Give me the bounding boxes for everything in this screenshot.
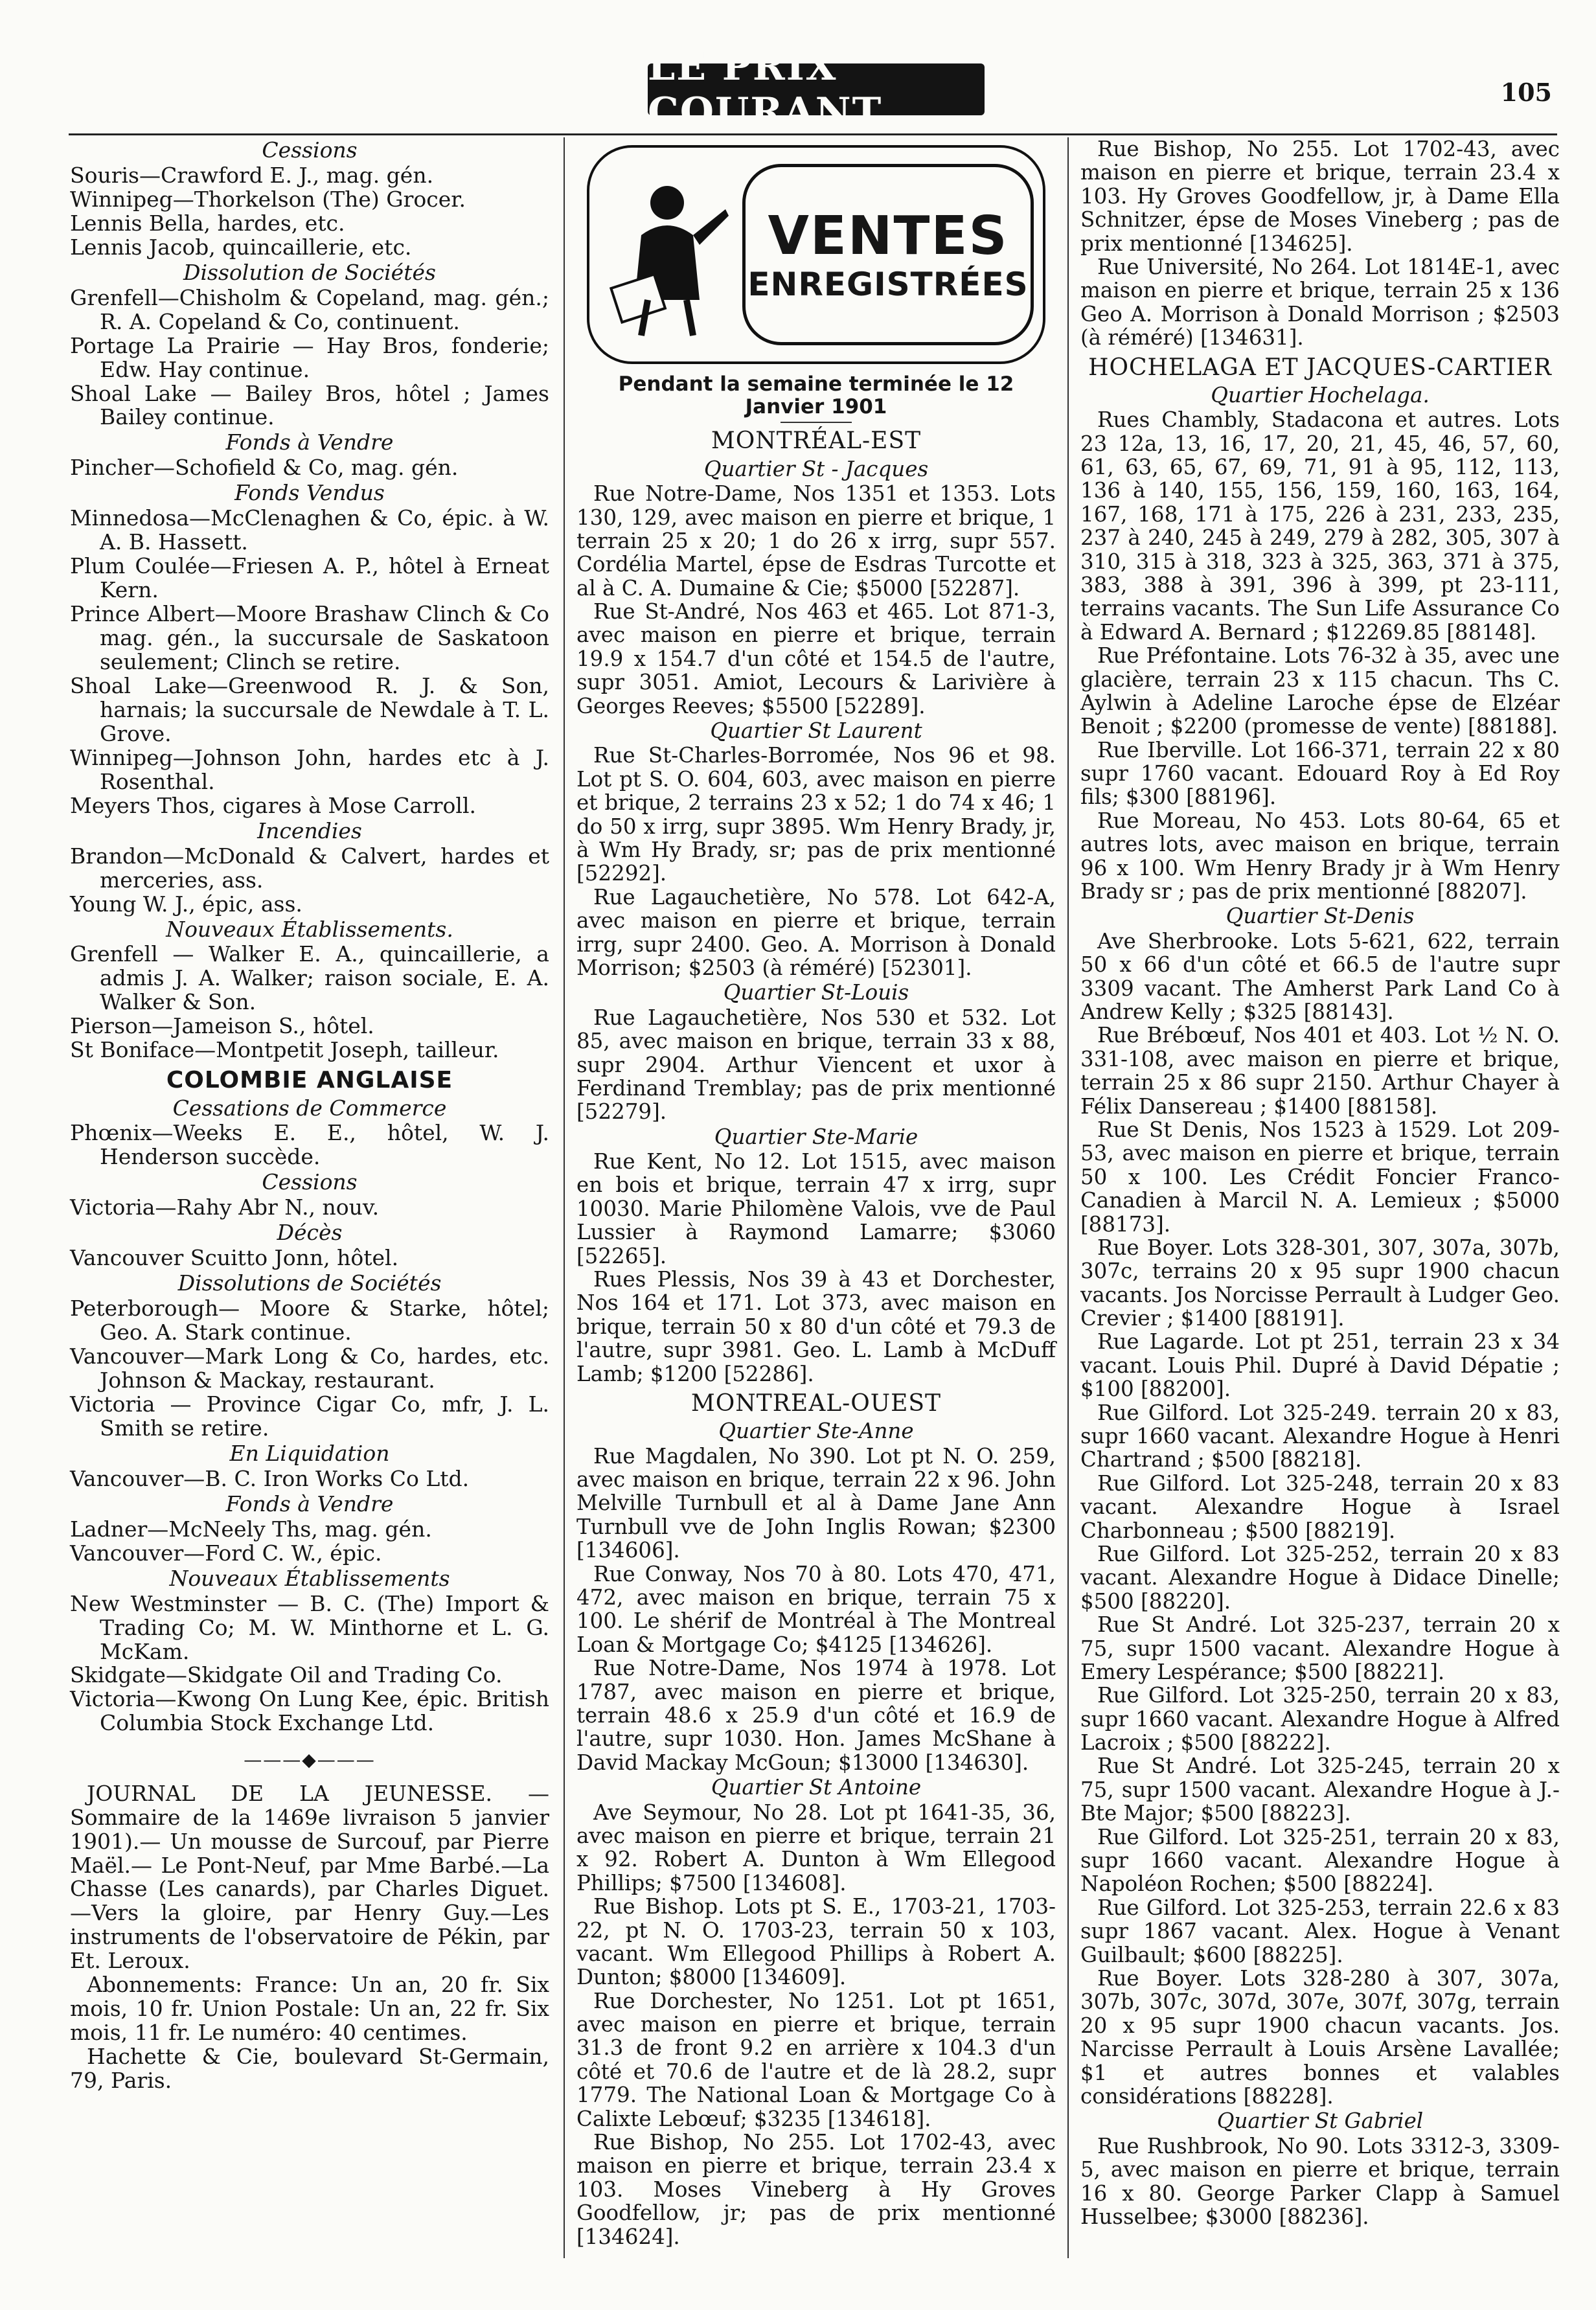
listing-entry: Vancouver—B. C. Iron Works Co Ltd. <box>70 1465 470 1491</box>
transaction-entry: Rue Université, No 264. Lot 1814E-1, avec maison en pierre et brique, terrain 25 x 136 Geo A. Morrison à Donald Morrison ; $2503 (à réméré) [134631]. <box>1080 254 1560 350</box>
section-subheading: Décès <box>277 1220 343 1246</box>
ornament-divider: ———◆——— <box>244 1749 376 1771</box>
listing-entry: Vancouver—Mark Long & Co, hardes, etc. Johnson & Mackay, restaurant. <box>70 1344 549 1393</box>
transaction-entry: Rue Conway, Nos 70 à 80. Lots 470, 471, 472, avec maison en brique, terrain 75 x 100. Le shérif de Montréal à The Montreal Loan & Mortgage Co; $4125 [134626]. <box>576 1561 1056 1657</box>
transaction-entry: JOURNAL DE LA JEUNESSE. — Sommaire de la 1469e livraison 5 janvier 1901).— Un mousse de Surcouf, par Pierre Maël.— Le Pont-Neuf, par Mme Barbé.—La Chasse (Les canards), par Charles Diguet.—Vers la gloire, par Henry Guy.—Les instruments de l'observatoire de Pékin, par Et. Leroux. <box>70 1780 549 1974</box>
transaction-entry: Rue Kent, No 12. Lot 1515, avec maison en bois et brique, terrain 47 x irrg, supr 10030. Marie Philomène Valois, vve de Paul Lussier à Raymond Lamarre; $3060 [52265]. <box>576 1149 1056 1268</box>
listing-entry: Winnipeg—Johnson John, hardes etc à J. Rosenthal. <box>70 744 549 794</box>
transaction-entry: Rue Gilford. Lot 325-251, terrain 20 x 83, supr 1660 vacant. Alexandre Hogue à Napoléon Rochen; $500 [88224]. <box>1080 1824 1560 1897</box>
divider <box>781 422 852 423</box>
section-subheading: En Liquidation <box>229 1440 390 1466</box>
transaction-entry: Rue Notre-Dame, Nos 1974 à 1978. Lot 1787, avec maison en pierre et brique, terrain 48.6 x 25.9 d'un côté et 16.9 de l'autre, supr 1030. Hon. James McShane à David Mackay McGoun; $13000 [134630]. <box>576 1656 1056 1775</box>
top-rule <box>69 133 1557 135</box>
column-divider <box>564 137 565 2258</box>
banner-line-1: VENTES <box>768 205 1009 268</box>
section-subheading: Quartier St Gabriel <box>1216 2109 1424 2134</box>
section-subheading: Fonds Vendus <box>234 480 385 506</box>
transaction-entry: Rue Magdalen, No 390. Lot pt N. O. 259, avec maison en brique, terrain 22 x 96. John Melville Turnbull et al à Dame Jane Ann Turnbull vve de John Inglis Rowan; $2300 [134606]. <box>576 1443 1056 1563</box>
transaction-entry: Rue St-Charles-Borromée, Nos 96 et 98. Lot pt S. O. 604, 603, avec maison en pierre et brique, 2 terrains 23 x 52; 1 do 74 x 46; 1 do 50 x irrg, supr 3895. Wm Henry Brady, jr, à Wm Hy Brady, sr; pas de prix mentionné [52292]. <box>576 743 1056 886</box>
transaction-entry: Rues Plessis, Nos 39 à 43 et Dorchester, Nos 164 et 171. Lot 373, avec maison en brique, terrain 50 x 80 d'un côté et 79.3 de l'autre, supr 3981. Geo. L. Lamb à McDuff Lamb; $1200 [52286]. <box>576 1267 1056 1386</box>
section-subheading: Quartier Ste-Anne <box>718 1419 914 1444</box>
section-heading: MONTRÉAL-EST <box>711 428 922 455</box>
listing-entry: Skidgate—Skidgate Oil and Trading Co. <box>70 1662 503 1688</box>
listing-entry: Grenfell—Chisholm & Copeland, mag. gén.; R. A. Copeland & Co, continuent. <box>70 284 549 334</box>
transaction-entry: Ave Seymour, No 28. Lot pt 1641-35, 36, avec maison en pierre et brique, terrain 21 x 92. Robert A. Dunton à Wm Ellegood Phillips; $7500 [134608]. <box>576 1800 1056 1895</box>
section-subheading: Quartier Hochelaga. <box>1211 382 1430 407</box>
crier-illustration-icon <box>596 157 738 352</box>
transaction-entry: Rue Boyer. Lots 328-301, 307, 307a, 307b, 307c, terrains 20 x 95 supr 1900 chacun vacants. Jos Norcisse Perrault à Ludger Geo. Crevier ; $1400 [88191]. <box>1080 1235 1560 1331</box>
section-subheading: Nouveaux Établissements <box>169 1565 450 1591</box>
listing-entry: Lennis Bella, hardes, etc. <box>70 210 345 236</box>
transaction-entry: Rue St Denis, Nos 1523 à 1529. Lot 209-53, avec maison en pierre et brique, terrain 50 x 100. Les Crédit Foncier Franco-Canadien à Marcil N. A. Lemieux ; $5000 [88173]. <box>1080 1117 1560 1237</box>
listing-entry: Victoria—Rahy Abr N., nouv. <box>70 1195 380 1220</box>
listing-entry: Shoal Lake—Greenwood R. J. & Son, harnais; la succursale de Newdale à T. L. Grove. <box>70 672 549 746</box>
ventes-banner <box>587 145 1045 364</box>
column-1 <box>70 137 549 2093</box>
section-subheading: Quartier St-Denis <box>1226 904 1415 929</box>
transaction-entry: Rue Brébœuf, Nos 401 et 403. Lot ½ N. O. 331-108, avec maison en pierre et brique, terrain 25 x 86 supr 2150. Arthur Chayer à Félix Dansereau ; $1400 [88158]. <box>1080 1023 1560 1119</box>
transaction-entry: Hachette & Cie, boulevard St-Germain, 79, Paris. <box>70 2044 549 2094</box>
listing-entry: St Boniface—Montpetit Joseph, tailleur. <box>70 1037 499 1063</box>
transaction-entry: Rue St-André, Nos 463 et 465. Lot 871-3, avec maison en pierre et brique, terrain 19.9 x 154.7 d'un côté et 154.5 de l'autre, supr 3051. Amiot, Lecours & Larivière à Georges Reeves; $5500 [52289]. <box>576 599 1056 718</box>
listing-entry: Meyers Thos, cigares à Mose Carroll. <box>70 792 477 818</box>
section-heading: MONTREAL-OUEST <box>690 1389 942 1417</box>
listing-entry: Souris—Crawford E. J., mag. gén. <box>70 162 434 188</box>
column-2-body <box>576 428 1056 2248</box>
listing-entry: New Westminster — B. C. (The) Import & Trading Co; M. W. Minthorne et L. G. McKam. <box>70 1590 549 1664</box>
section-subheading: Quartier St-Louis <box>723 980 909 1005</box>
transaction-entry: Rue Iberville. Lot 166-371, terrain 22 x 80 supr 1760 vacant. Edouard Roy à Ed Roy fils; $300 [88196]. <box>1080 737 1560 810</box>
listing-entry: Young W. J., épic, ass. <box>70 891 302 917</box>
section-subheading: Quartier St - Jacques <box>703 456 929 481</box>
transaction-entry: Rue Dorchester, No 1251. Lot pt 1651, avec maison en pierre et brique, terrain 31.3 de front 9.2 en arrière x 104.3 d'un côté et 70.6 de l'autre et de là 28.2, supr 1779. The National Loan & Mortgage Co à Calixte Lebœuf; $3235 [134618]. <box>576 1988 1056 2131</box>
listing-entry: Vancouver—Ford C. W., épic. <box>70 1540 382 1566</box>
section-heading: HOCHELAGA ET JACQUES-CARTIER <box>1088 354 1552 381</box>
section-subheading: Cessions <box>262 1169 358 1195</box>
transaction-entry: Rue Moreau, No 453. Lots 80-64, 65 et autres lots, avec maison en brique, terrain 96 x 100. Wm Henry Brady jr à Wm Henry Brady sr ; pas de prix mentionné [88207]. <box>1080 808 1560 904</box>
transaction-entry: Rue Bishop, No 255. Lot 1702-43, avec maison en pierre et brique, terrain 23.4 x 103. Hy Groves Goodfellow, jr, à Dame Ella Schnitzer, épse de Moses Vineberg ; pas de prix mentionné [134625]. <box>1080 137 1560 256</box>
listing-entry: Minnedosa—McClenaghen & Co, épic. à W. A. B. Hassett. <box>70 505 549 555</box>
transaction-entry: Rue Gilford. Lot 325-252, terrain 20 x 83 vacant. Alexandre Hogue à Didace Dinelle; $500 [88220]. <box>1080 1541 1560 1614</box>
listing-entry: Grenfell — Walker E. A., quincaillerie, a admis J. A. Walker; raison sociale, E. A. Walker & Son. <box>70 941 549 1015</box>
listing-entry: Victoria—Kwong On Lung Kee, épic. British Columbia Stock Exchange Ltd. <box>70 1686 549 1736</box>
transaction-entry: Rue Lagauchetière, No 578. Lot 642-A, avec maison en pierre et brique, terrain irrg, supr 2400. Geo. A. Morrison à Donald Morrison; $2503 (à réméré) [52301]. <box>576 884 1056 980</box>
transaction-entry: Ave Sherbrooke. Lots 5-621, 622, terrain 50 x 66 d'un côté et 66.5 de l'autre supr 3309 vacant. The Amherst Park Land Co à Andrew Kelly ; $325 [88143]. <box>1080 928 1560 1024</box>
listing-entry: Shoal Lake — Bailey Bros, hôtel ; James Bailey continue. <box>70 380 549 430</box>
column-divider <box>1067 137 1069 2258</box>
transaction-entry: Rue Gilford. Lot 325-253, terrain 22.6 x 83 supr 1867 vacant. Alex. Hogue à Venant Guilbault; $600 [88225]. <box>1080 1895 1560 1967</box>
listing-entry: Pincher—Schofield & Co, mag. gén. <box>70 455 459 481</box>
listing-entry: Brandon—McDonald & Calvert, hardes et merceries, ass. <box>70 843 549 893</box>
listing-entry: Ladner—McNeely Ths, mag. gén. <box>70 1516 432 1542</box>
section-subheading: Quartier St Laurent <box>710 718 922 744</box>
transaction-entry: Rue Notre-Dame, Nos 1351 et 1353. Lots 130, 129, avec maison en pierre et brique, 1 terrain 25 x 20; 1 do 26 x irrg, supr 557. Cordélia Martel, épse de Esdras Turcotte et al à C. A. Dumaine & Cie; $5000 [52287]. <box>576 481 1056 600</box>
section-subheading: Quartier St Antoine <box>711 1775 922 1800</box>
listing-entry: Portage La Prairie — Hay Bros, fonderie; Edw. Hay continue. <box>70 332 549 382</box>
listing-entry: Lennis Jacob, quincaillerie, etc. <box>70 234 412 260</box>
section-subheading: Dissolutions de Sociétés <box>177 1270 442 1296</box>
section-subheading: Dissolution de Sociétés <box>183 259 436 285</box>
listing-entry: Vancouver Scuitto Jonn, hôtel. <box>70 1245 399 1271</box>
listing-entry: Pierson—Jameison S., hôtel. <box>70 1013 374 1039</box>
page-number: 105 <box>1500 78 1552 107</box>
transaction-entry: Rue Rushbrook, No 90. Lots 3312-3, 3309-5, avec maison en pierre et brique, terrain 16 x 80. George Parker Clapp à Samuel Husselbee; $3000 [88236]. <box>1080 2133 1560 2229</box>
banner-title <box>742 164 1034 345</box>
section-subheading: Incendies <box>257 818 362 843</box>
section-subheading: Cessions <box>262 137 358 163</box>
transaction-entry: Rue St André. Lot 325-245, terrain 20 x 75, supr 1500 vacant. Alexandre Hogue à J.-Bte Major; $500 [88223]. <box>1080 1754 1560 1826</box>
transaction-entry: Rue Préfontaine. Lots 76-32 à 35, avec une glacière, terrain 23 x 115 chacun. Ths C. Aylwin à Adeline Laroche épse de Elzéar Benoit ; $2200 (promesse de vente) [88188]. <box>1080 643 1560 739</box>
transaction-entry: Rue St André. Lot 325-237, terrain 20 x 75, supr 1500 vacant. Alexandre Hogue à Emery Lespérance; $500 [88221]. <box>1080 1612 1560 1684</box>
listing-entry: Prince Albert—Moore Brashaw Clinch & Co mag. gén., la succursale de Saskatoon seulement; Clinch se retire. <box>70 601 549 675</box>
listing-entry: Plum Coulée—Friesen A. P., hôtel à Erneat Kern. <box>70 553 549 603</box>
transaction-entry: Rue Boyer. Lots 328-280 à 307, 307a, 307b, 307c, 307d, 307e, 307f, 307g, terrain 20 x 95 supr 1900 chacun vacants. Jos. Narcisse Perrault à Louis Arsène Lavallée; $1 et autres bonnes et valables considérations [88228]. <box>1080 1966 1560 2109</box>
transaction-entry: Rue Gilford. Lot 325-248, terrain 20 x 83 vacant. Alexandre Hogue à Israel Charbonneau ; $500 [88219]. <box>1080 1470 1560 1543</box>
banner-subtitle: Pendant la semaine terminée le 12 Janvier 1901 <box>618 372 1014 418</box>
column-2 <box>576 137 1056 2248</box>
section-heading: COLOMBIE ANGLAISE <box>166 1067 453 1094</box>
banner-line-2: ENREGISTRÉES <box>747 265 1029 303</box>
transaction-entry: Rue Gilford. Lot 325-249. terrain 20 x 83, supr 1660 vacant. Alexandre Hogue à Henri Chartrand ; $500 [88218]. <box>1080 1400 1560 1472</box>
transaction-entry: Rue Bishop. Lots pt S. E., 1703-21, 1703-22, pt N. O. 1703-23, terrain 50 x 103, vacant. Wm Ellegood Phillips à Robert A. Dunton; $8000 [134609]. <box>576 1894 1056 1990</box>
listing-entry: Winnipeg—Thorkelson (The) Grocer. <box>70 186 466 212</box>
transaction-entry: Rue Bishop, No 255. Lot 1702-43, avec maison en pierre et brique, terrain 23.4 x 103. Moses Vineberg à Hy Groves Goodfellow, jr; pas de prix mentionné [134624]. <box>576 2130 1056 2249</box>
section-subheading: Cessations de Commerce <box>172 1095 447 1121</box>
transaction-entry: Rue Lagarde. Lot pt 251, terrain 23 x 34 vacant. Louis Phil. Dupré à David Dépatie ; $100 [88200]. <box>1080 1329 1560 1402</box>
listing-entry: Phœnix—Weeks E. E., hôtel, W. J. Henderson succède. <box>70 1120 549 1170</box>
column-3 <box>1080 137 1560 2228</box>
transaction-entry: Rues Chambly, Stadacona et autres. Lots 23 12a, 13, 16, 17, 20, 21, 45, 46, 57, 60, 61, 63, 65, 67, 69, 71, 91 à 95, 112, 113, 136 à 140, 155, 156, 159, 160, 163, 164, 167, 168, 171 à 175, 226 à 231, 233, 235, 237 à 240, 245 à 249, 279 à 282, 305, 307 à 310, 315 à 318, 323 à 325, 363, 371 à 375, 383, 388 à 391, 396 à 399, pt 23-111, terrains vacants. The Sun Life Assurance Co à Edward A. Bernard ; $12269.85 [88148]. <box>1080 407 1560 645</box>
transaction-entry: Rue Gilford. Lot 325-250, terrain 20 x 83, supr 1660 vacant. Alexandre Hogue à Alfred Lacroix ; $500 [88222]. <box>1080 1683 1560 1755</box>
masthead-logo: LE PRIX COURANT <box>648 63 985 115</box>
transaction-entry: Rue Lagauchetière, Nos 530 et 532. Lot 85, avec maison en brique, terrain 33 x 88, supr 2904. Arthur Viencent et uxor à Ferdinand Tremblay; pas de prix mentionné [52279]. <box>576 1005 1056 1125</box>
section-subheading: Nouveaux Établissements. <box>166 916 453 942</box>
section-subheading: Fonds à Vendre <box>225 429 394 455</box>
section-subheading: Quartier Ste-Marie <box>714 1124 918 1149</box>
listing-entry: Victoria — Province Cigar Co, mfr, J. L. Smith se retire. <box>70 1391 549 1441</box>
listing-entry: Peterborough— Moore & Starke, hôtel; Geo. A. Stark continue. <box>70 1296 549 1345</box>
transaction-entry: Abonnements: France: Un an, 20 fr. Six mois, 10 fr. Union Postale: Un an, 22 fr. Six mois, 11 fr. Le numéro: 40 centimes. <box>70 1972 549 2046</box>
section-subheading: Fonds à Vendre <box>225 1491 394 1516</box>
